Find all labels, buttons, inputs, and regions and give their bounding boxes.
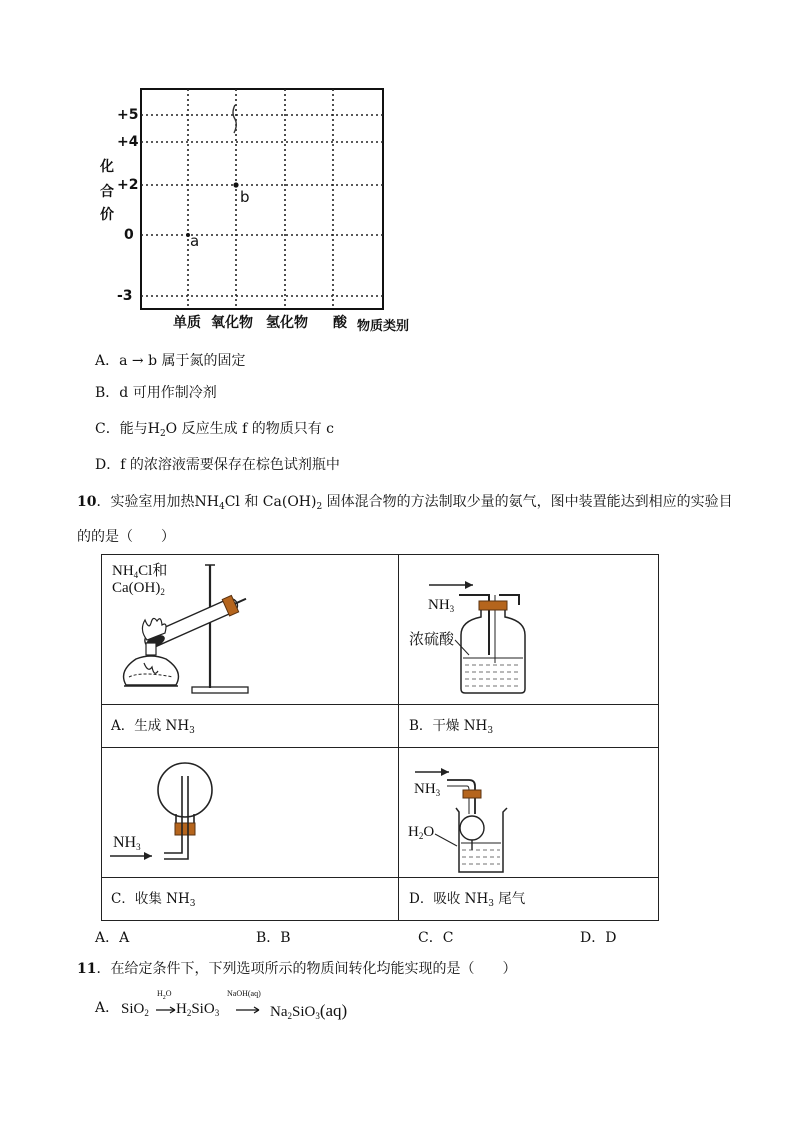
y-tick-plus2: +2 [117, 177, 139, 193]
y-axis-label-2: 合 [100, 184, 114, 200]
table-border-right [658, 554, 659, 921]
q9-option-b: B．d 可用作制冷剂 [95, 385, 217, 401]
q11-intermediate: $H_2SiO_3$ [176, 1001, 220, 1018]
table-border-bottom [101, 920, 659, 921]
cell-caption-b: B．干燥 $NH_3$ [409, 718, 494, 736]
q11-option-a-prefix: A． [95, 1000, 120, 1016]
q11-product: $Na_2SiO_3(aq)$ [270, 1001, 348, 1021]
y-tick-plus5: +5 [117, 107, 139, 123]
apparatus-b-gas-label: $NH_3$ [428, 597, 455, 614]
q9-option-a: A．a → b 属于氮的固定 [95, 353, 246, 369]
apparatus-a-reagent-label-2: $Ca(OH)_2$ [112, 580, 165, 597]
q9-option-d: D．f 的浓溶液需要保存在棕色试剂瓶中 [95, 457, 340, 473]
point-b-dot [233, 182, 238, 187]
q11-arrow-2 [236, 1004, 260, 1016]
x-label-hydride: 氢化物 [266, 315, 308, 331]
q11-reactant: SiO$_2$ [121, 1001, 149, 1018]
q10-stem-line2: 的的是（ ） [77, 529, 175, 545]
point-label-b: b [240, 188, 250, 206]
y-tick-zero: 0 [124, 227, 134, 243]
y-axis-label-3: 价 [100, 207, 114, 223]
cell-caption-d: D．吸收 $NH_3$ 尾气 [409, 891, 526, 909]
q10-stem-line1: 10．实验室用加热$NH_4Cl$ 和 $Ca(OH)_2$ 固体混合物的方法制取少量的氨气，图中装置能达到相应的实验目 [77, 494, 733, 512]
apparatus-c-gas-label: $NH_3$ [113, 834, 141, 852]
y-tick-plus4: +4 [117, 134, 139, 150]
apparatus-b-liquid-label: 浓硫酸 [409, 632, 455, 648]
apparatus-d-absorption-beaker [399, 748, 658, 877]
apparatus-d-liquid-label: $H_2O$ [408, 824, 435, 841]
apparatus-a-reagent-label-1: $NH_4Cl$和 [112, 563, 168, 580]
q10-choice-c[interactable]: C．C [418, 930, 454, 946]
chart-frame [141, 89, 383, 309]
q10-choice-b[interactable]: B．B [256, 930, 291, 946]
cell-caption-a: A．生成 $NH_3$ [111, 718, 195, 736]
grid-vertical [188, 89, 333, 309]
q11-stem: 11．在给定条件下，下列选项所示的物质间转化均能实现的是（ ） [77, 961, 517, 977]
q11-condition-2: NaOH(aq) [227, 989, 261, 998]
x-label-class: 物质类别 [357, 319, 410, 334]
q9-option-c: C．能与$H_2O$ 反应生成 f 的物质只有 c [95, 421, 334, 439]
q11-arrow-1 [156, 1004, 176, 1016]
y-tick-minus3: -3 [117, 288, 133, 304]
table-row-line-3 [101, 877, 659, 878]
apparatus-d-gas-label: $NH_3$ [414, 781, 441, 798]
valence-chart [95, 80, 435, 340]
x-label-acid: 酸 [333, 315, 347, 331]
grid-horizontal [141, 115, 383, 296]
x-label-oxide: 氧化物 [211, 315, 253, 331]
y-axis-label-1: 化 [100, 159, 114, 175]
q10-choice-a[interactable]: A．A [95, 930, 130, 946]
x-label-elemental: 单质 [173, 315, 201, 331]
point-label-a: a [190, 232, 200, 250]
q11-condition-1: $H_2O$ [157, 989, 172, 1001]
q10-choice-d[interactable]: D．D [580, 930, 617, 946]
cell-caption-c: C．收集 $NH_3$ [111, 891, 196, 909]
apparatus-c-collection-flask [102, 748, 398, 877]
table-row-line-1 [101, 704, 659, 705]
